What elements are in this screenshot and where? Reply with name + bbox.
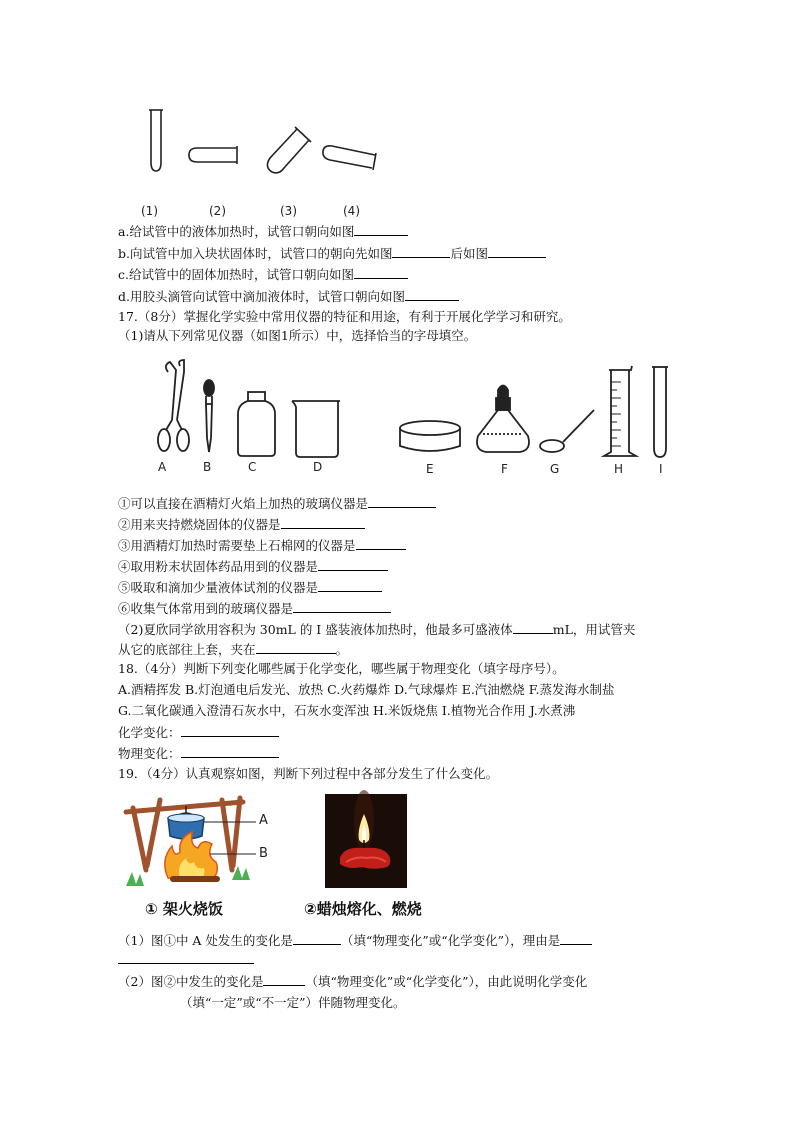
fig1-label-1: (1) (141, 204, 158, 218)
answer-blank[interactable] (263, 973, 305, 986)
q17-item-2: ②用来夹持燃烧固体的仪器是 (118, 516, 365, 533)
answer-blank[interactable] (118, 951, 254, 964)
q17-item-5: ⑤吸取和滴加少量液体试剂的仪器是 (118, 579, 382, 596)
q19-title: 19．（4分）认真观察如图，判断下列过程中各部分发生了什么变化。 (118, 766, 499, 781)
q17-item-3: ③用酒精灯加热时需要垫上石棉网的仪器是 (118, 537, 406, 554)
q16-item-b: b.向试管中加入块状固体时，试管口的朝向先如图 后如图 (118, 245, 546, 262)
label-a: A (259, 813, 268, 828)
instrument-label-c: C (248, 460, 257, 474)
q19-subq2-line2: （填“一定”或“不一定”）伴随物理变化。 (180, 995, 406, 1010)
q18-physical: 物理变化： (118, 745, 279, 762)
q17-item-1: ①可以直接在酒精灯火焰上加热的玻璃仪器是 (118, 495, 436, 512)
label-b: B (259, 846, 268, 861)
q17-part2-line2: 从它的底部往上套，夹在 。 (118, 642, 349, 657)
q18-options-2: G.二氧化碳通入澄清石灰水中，石灰水变浑浊 H.米饭烧焦 I.植物光合作用 J.水煮沸 (118, 703, 576, 718)
fig1-label-2: (2) (209, 204, 226, 218)
q19-subq2-line1: （2）图②中发生的变化是 （填“物理变化”或“化学变化”），由此说明化学变化 (118, 974, 588, 989)
figure-caption-2: ②蜡烛熔化、燃烧 (304, 900, 422, 918)
q19-subq1-line1: （1）图①中 A 处发生的变化是 （填“物理变化”或“化学变化”），理由是 (118, 932, 592, 949)
q18-chemical: 化学变化： (118, 724, 279, 741)
q17-part1: （1)请从下列常见仪器（如图1所示）中，选择恰当的字母填空。 (118, 328, 477, 343)
q16-item-d: d.用胶头滴管向试管中滴加液体时，试管口朝向如图 (118, 288, 459, 305)
answer-blank[interactable] (293, 932, 341, 945)
q17-part2-line1: （2)夏欣同学欲用容积为 30mL 的 I 盛装液体加热时，他最多可盛液体 mL，用试管夹 (118, 622, 636, 637)
q17-item-4: ④取用粉末状固体药品用到的仪器是 (118, 558, 388, 575)
fig1-label-4: (4) (343, 204, 360, 218)
figure-caption-1: ① 架火烧饭 (145, 900, 223, 918)
instrument-label-g: G (550, 462, 560, 476)
q18-title: 18.（4分）判断下列变化哪些属于化学变化，哪些属于物理变化（填字母序号）。 (118, 661, 565, 676)
instrument-label-d: D (313, 460, 323, 474)
instrument-label-a: A (158, 460, 167, 474)
instrument-label-e: E (426, 462, 434, 476)
instrument-label-b: B (203, 460, 212, 474)
q19-subq1-line2 (118, 951, 254, 968)
q16-item-c: c.给试管中的固体加热时，试管口朝向如图 (118, 266, 408, 283)
q17-item-6: ⑥收集气体常用到的玻璃仪器是 (118, 600, 391, 617)
instrument-label-f: F (501, 462, 508, 476)
answer-blank[interactable] (560, 932, 592, 945)
q16-item-a: a.给试管中的液体加热时，试管口朝向如图 (118, 223, 408, 240)
instrument-label-i: I (659, 462, 663, 476)
q18-options-1: A.酒精挥发 B.灯泡通电后发光、放热 C.火药爆炸 D.气球爆炸 E.汽油燃烧 F.蒸发海水制盐 (118, 682, 615, 697)
fig1-label-3: (3) (280, 204, 297, 218)
instrument-label-h: H (614, 462, 624, 476)
q17-title: 17.（8分）掌握化学实验中常用仪器的特征和用途，有利于开展化学学习和研究。 (118, 309, 571, 324)
